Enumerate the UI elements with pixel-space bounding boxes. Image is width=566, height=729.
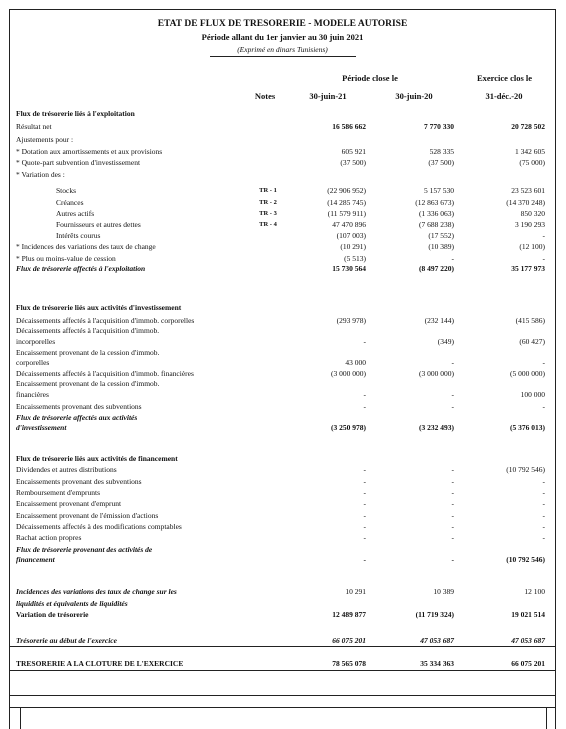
row-value-c2: (17 552) <box>428 231 454 240</box>
row-value-c1: - <box>363 499 366 508</box>
row-label: Encaissement provenant de la cession d'immob. <box>16 348 160 357</box>
row-value-c3: - <box>542 477 545 486</box>
table-row <box>16 464 550 475</box>
row-value-c3: 19 021 514 <box>511 610 545 619</box>
row-value-c3: (415 586) <box>515 316 545 325</box>
row-label: Flux de trésorerie liés aux activités d'investissement <box>16 303 182 312</box>
table-row <box>16 521 550 532</box>
row-value-c1: - <box>363 533 366 542</box>
exercise-group-header: Exercice clos le <box>476 73 533 83</box>
row-label: Dividendes et autres distributions <box>16 465 117 474</box>
row-value-c1: (3 250 978) <box>331 423 366 432</box>
row-value-c3: - <box>542 254 545 263</box>
row-value-c2: - <box>451 358 454 367</box>
row-label: Incidences des variations des taux de change sur les <box>16 587 177 596</box>
table-row <box>16 378 550 389</box>
row-value-c1: - <box>363 555 366 564</box>
currency-note: (Exprimé en dinars Tunisiens) <box>237 45 328 54</box>
row-label: Ajustements pour : <box>16 135 74 144</box>
row-value-c2: - <box>451 511 454 520</box>
row-value-c1: (14 285 745) <box>327 198 366 207</box>
row-value-c2: (7 688 238) <box>419 220 454 229</box>
table-row <box>16 422 550 433</box>
row-value-c3: (10 792 546) <box>506 465 545 474</box>
row-value-c1: - <box>363 511 366 520</box>
table-row <box>16 532 550 543</box>
row-value-c2: (1 336 063) <box>419 209 454 218</box>
title-underline <box>210 56 356 57</box>
row-label: * Plus ou moins-value de cession <box>16 254 116 263</box>
row-value-c2: (232 144) <box>424 316 454 325</box>
row-value-c1: (11 579 911) <box>327 209 366 218</box>
row-value-c1: 12 489 877 <box>332 610 366 619</box>
row-value-c1: 16 586 662 <box>332 122 366 131</box>
table-row <box>16 487 550 498</box>
row-label: incorporelles <box>16 337 56 346</box>
row-value-c3: (14 370 248) <box>506 198 545 207</box>
row-label: * Incidences des variations des taux de change <box>16 242 156 251</box>
row-value-c1: 43 000 <box>345 358 366 367</box>
footer-rule <box>546 707 547 729</box>
row-value-c2: 35 334 363 <box>420 659 454 668</box>
row-value-c2: 528 335 <box>429 147 454 156</box>
row-note: TR - 3 <box>259 210 277 217</box>
row-label: Encaissement provenant d'emprunt <box>16 499 122 508</box>
row-value-c1: 10 291 <box>345 587 366 596</box>
table-row <box>16 635 550 646</box>
row-value-c1: - <box>363 337 366 346</box>
row-value-c3: (5 000 000) <box>510 369 545 378</box>
row-label: Décaissements affectés à des modifications comptables <box>16 522 182 531</box>
row-label: financement <box>16 555 55 564</box>
row-label: Décaissements affectés à l'acquisition d'immob. <box>16 326 160 335</box>
table-row <box>16 108 550 119</box>
row-note: TR - 2 <box>259 199 277 206</box>
row-value-c3: (10 792 546) <box>506 555 545 564</box>
row-value-c1: 605 921 <box>341 147 366 156</box>
row-label: Encaissement provenant de l'émission d'actions <box>16 511 159 520</box>
row-value-c2: (10 389) <box>428 242 454 251</box>
row-value-c2: - <box>451 477 454 486</box>
row-value-c3: 850 320 <box>520 209 545 218</box>
row-value-c1: (293 978) <box>336 316 366 325</box>
row-value-c2: (3 232 493) <box>419 423 454 432</box>
row-value-c1: - <box>363 477 366 486</box>
row-value-c3: 47 053 687 <box>511 636 545 645</box>
row-value-c2: (11 719 324) <box>415 610 454 619</box>
row-label: Stocks <box>56 186 77 195</box>
row-value-c1: (107 003) <box>336 231 366 240</box>
row-value-c3: 12 100 <box>524 587 545 596</box>
row-value-c3: 100 000 <box>520 390 545 399</box>
row-label: Flux de trésorerie liés aux activités de financement <box>16 454 178 463</box>
table-row <box>16 498 550 509</box>
row-value-c3: 66 075 201 <box>511 659 545 668</box>
row-label: TRESORERIE A LA CLOTURE DE L'EXERCICE <box>16 659 184 668</box>
row-value-c3: - <box>542 533 545 542</box>
row-value-c2: 47 053 687 <box>420 636 454 645</box>
row-label: Encaissement provenant de la cession d'immob. <box>16 379 160 388</box>
table-row <box>16 185 550 196</box>
row-value-c3: (75 000) <box>519 158 545 167</box>
row-value-c3: - <box>542 231 545 240</box>
col-header-c2: 30-juin-20 <box>395 91 433 101</box>
row-value-c2: - <box>451 254 454 263</box>
row-note: TR - 1 <box>259 187 277 194</box>
row-value-c2: - <box>451 533 454 542</box>
divider-line <box>9 707 556 708</box>
row-value-c2: (12 863 673) <box>415 198 454 207</box>
table-row <box>16 453 550 464</box>
row-label: Encaissements provenant des subventions <box>16 477 142 486</box>
table-row <box>16 554 550 565</box>
row-value-c2: - <box>451 522 454 531</box>
row-value-c3: 1 342 605 <box>515 147 545 156</box>
table-row <box>16 510 550 521</box>
row-label: financières <box>16 390 49 399</box>
table-row <box>16 586 550 597</box>
row-label: Décaissements affectés à l'acquisition d'immob. corporelles <box>16 316 195 325</box>
row-label: Flux de trésorerie provenant des activités de <box>16 545 153 554</box>
table-row <box>16 336 550 347</box>
table-row <box>16 197 550 208</box>
row-value-c3: 23 523 601 <box>511 186 545 195</box>
row-label: Créances <box>56 198 84 207</box>
divider-line <box>9 646 556 647</box>
table-row <box>16 146 550 157</box>
table-row <box>16 208 550 219</box>
table-row <box>16 169 550 180</box>
row-label: Encaissements provenant des subventions <box>16 402 142 411</box>
row-label: liquidités et équivalents de liquidités <box>16 599 128 608</box>
row-value-c2: 5 157 530 <box>424 186 454 195</box>
divider-line <box>9 670 556 671</box>
row-label: * Dotation aux amortissements et aux provisions <box>16 147 163 156</box>
col-header-c1: 30-juin-21 <box>309 91 347 101</box>
row-value-c2: (349) <box>437 337 454 346</box>
row-label: Résultat net <box>16 122 52 131</box>
row-value-c1: 78 565 078 <box>332 659 366 668</box>
table-row <box>16 598 550 609</box>
row-value-c1: (3 000 000) <box>331 369 366 378</box>
row-value-c3: - <box>542 522 545 531</box>
row-value-c2: 10 389 <box>433 587 454 596</box>
row-value-c3: - <box>542 402 545 411</box>
notes-header: Notes <box>254 91 276 101</box>
table-row <box>16 476 550 487</box>
table-row <box>16 263 550 274</box>
row-label: * Variation des : <box>16 170 65 179</box>
row-value-c2: (37 500) <box>428 158 454 167</box>
table-row <box>16 121 550 132</box>
row-value-c3: - <box>542 358 545 367</box>
row-value-c1: - <box>363 488 366 497</box>
table-row <box>16 325 550 336</box>
row-value-c2: - <box>451 390 454 399</box>
row-value-c1: - <box>363 402 366 411</box>
row-value-c2: (8 497 220) <box>419 264 454 273</box>
footer-rule <box>20 707 21 729</box>
row-value-c3: 3 190 293 <box>515 220 545 229</box>
row-label: Variation de trésorerie <box>16 610 89 619</box>
row-value-c1: - <box>363 465 366 474</box>
row-label: Remboursement d'emprunts <box>16 488 101 497</box>
row-value-c2: - <box>451 555 454 564</box>
row-value-c2: 7 770 330 <box>424 122 454 131</box>
row-label: Flux de trésorerie affectés aux activités <box>16 413 138 422</box>
row-value-c3: (60 427) <box>519 337 545 346</box>
divider-line <box>9 695 556 696</box>
table-row <box>16 389 550 400</box>
table-row <box>16 219 550 230</box>
row-note: TR - 4 <box>259 221 277 228</box>
row-value-c3: - <box>542 488 545 497</box>
row-label: Rachat action propres <box>16 533 82 542</box>
col-header-c3: 31-déc.-20 <box>485 91 523 101</box>
row-value-c2: (3 000 000) <box>419 369 454 378</box>
row-label: corporelles <box>16 358 50 367</box>
table-row <box>16 658 550 669</box>
document-subtitle: Période allant du 1er janvier au 30 juin 2021 <box>201 32 364 42</box>
row-value-c2: - <box>451 488 454 497</box>
row-label: Flux de trésorerie affectés à l'exploitation <box>16 264 146 273</box>
row-label: Autres actifs <box>56 209 95 218</box>
row-value-c3: - <box>542 511 545 520</box>
row-label: Fournisseurs et autres dettes <box>56 220 141 229</box>
row-label: d'investissement <box>16 423 67 432</box>
row-value-c1: - <box>363 522 366 531</box>
table-row <box>16 609 550 620</box>
row-value-c3: (5 376 013) <box>510 423 545 432</box>
row-value-c2: - <box>451 499 454 508</box>
table-row <box>16 230 550 241</box>
table-row <box>16 157 550 168</box>
table-row <box>16 134 550 145</box>
row-value-c1: (37 500) <box>340 158 366 167</box>
row-label: Flux de trésorerie liés à l'exploitation <box>16 109 135 118</box>
row-value-c1: - <box>363 390 366 399</box>
period-group-header: Période close le <box>342 73 398 83</box>
table-row <box>16 401 550 412</box>
document-title: ETAT DE FLUX DE TRESORERIE - MODELE AUTORISE <box>157 19 408 29</box>
row-value-c3: (12 100) <box>519 242 545 251</box>
row-label: Décaissements affectés à l'acquisition d'immob. financières <box>16 369 194 378</box>
row-value-c2: - <box>451 402 454 411</box>
table-row <box>16 357 550 368</box>
table-row <box>16 241 550 252</box>
row-value-c3: 35 177 973 <box>511 264 545 273</box>
row-value-c1: (22 906 952) <box>327 186 366 195</box>
row-value-c2: - <box>451 465 454 474</box>
row-value-c1: 15 730 564 <box>332 264 366 273</box>
row-label: Trésorerie au début de l'exercice <box>16 636 117 645</box>
row-value-c1: (5 513) <box>344 254 366 263</box>
row-value-c1: 47 470 896 <box>332 220 366 229</box>
row-value-c1: 66 075 201 <box>332 636 366 645</box>
row-label: * Quote-part subvention d'investissement <box>16 158 141 167</box>
row-label: Intérêts courus <box>56 231 101 240</box>
row-value-c1: (10 291) <box>340 242 366 251</box>
row-value-c3: - <box>542 499 545 508</box>
row-value-c3: 20 728 502 <box>511 122 545 131</box>
table-row <box>16 302 550 313</box>
